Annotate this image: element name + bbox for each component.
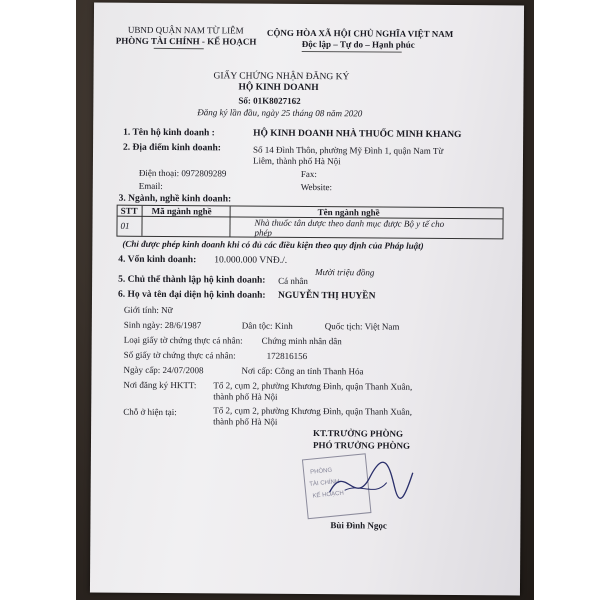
field-4-value: 10.000.000 VNĐ./.	[214, 255, 288, 266]
legal-note: (Chỉ được phép kinh doanh khi có đủ các điều kiện theo quy định của Pháp luật)	[122, 238, 424, 251]
header-right-line2: Độc lập – Tự do – Hạnh phúc	[301, 38, 415, 50]
field-1-value: HỘ KINH DOANH NHÀ THUỐC MINH KHANG	[253, 128, 462, 141]
field-2-value-line2: Liêm, thành phố Hà Nội	[252, 155, 341, 167]
id-type-value: Chứng minh nhân dân	[261, 335, 342, 347]
hktt-value-line1: Tổ 2, cụm 2, phường Khương Đình, quận Thanh Xuân,	[213, 380, 413, 392]
field-6-label: 6. Họ và tên đại diện hộ kinh doanh:	[117, 289, 266, 301]
table-cell-name-line1: Nhà thuốc tân dược theo danh mục được Bộ y tế cho	[254, 217, 445, 229]
field-4-words: Mười triệu đồng	[315, 267, 375, 278]
current-address-line2: thành phố Hà Nội	[213, 416, 278, 427]
header-right-line1: CỘNG HÒA XÃ HỘI CHỦ NGHĨA VIỆT NAM	[266, 27, 454, 40]
table-header-stt: STT	[120, 205, 138, 216]
white-margin-right	[534, 0, 600, 600]
header-left-underline	[154, 48, 204, 49]
title-line2: HỘ KINH DOANH	[238, 82, 319, 94]
certificate-number: Số: 01K8027162	[238, 95, 301, 106]
handwritten-signature	[325, 452, 415, 513]
header-left-line1: UBND QUẬN NAM TỪ LIÊM	[127, 24, 244, 36]
gender: Giới tính: Nữ	[123, 304, 173, 316]
id-number-value: 172816156	[266, 350, 308, 362]
signature-title-line1: KT.TRƯỞNG PHÒNG	[313, 428, 404, 439]
fax: Fax:	[300, 168, 317, 180]
white-margin-left	[0, 0, 76, 600]
field-5-value: Cá nhân	[278, 275, 308, 287]
header-right-underline	[302, 51, 402, 53]
hktt-label: Nơi đăng ký HKTT:	[123, 379, 197, 391]
field-2-label: 2. Địa điểm kinh doanh:	[123, 142, 222, 154]
ethnicity: Dân tộc: Kinh	[241, 320, 293, 331]
title-line1: GIẤY CHỨNG NHẬN ĐĂNG KÝ	[213, 71, 350, 83]
field-3-label: 3. Ngành, nghề kinh doanh:	[118, 193, 232, 205]
date-of-birth: Sinh ngày: 28/6/1987	[123, 319, 202, 331]
table-cell-name-line2: phép	[254, 227, 272, 238]
table-cell-stt: 01	[120, 220, 130, 231]
signature-title-line2: PHÓ TRƯỞNG PHÒNG	[312, 440, 411, 451]
issue-date: Ngày cấp: 24/07/2008	[123, 364, 204, 376]
registration-date: Đăng ký lần đầu, ngày 25 tháng 08 năm 2020	[197, 107, 363, 119]
signer-name: Bùi Đình Ngọc	[330, 520, 387, 531]
field-1-label: 1. Tên hộ kinh doanh :	[123, 127, 215, 139]
business-lines-table	[116, 205, 503, 240]
table-header-code: Mã ngành nghề	[151, 205, 212, 217]
field-5-label: 5. Chủ thể thành lập hộ kinh doanh:	[118, 274, 266, 286]
id-type-label: Loại giấy tờ chứng thực cá nhân:	[123, 334, 243, 346]
table-header-name: Tên ngành nghề	[317, 207, 380, 218]
id-number-label: Số giấy tờ chứng thực cá nhân:	[123, 349, 236, 361]
current-address-line1: Tổ 2, cụm 2, phường Khương Đình, quận Thanh Xuân,	[213, 405, 413, 417]
field-2-value-line1: Số 14 Đình Thôn, phường Mỹ Đình 1, quận Nam Từ	[253, 144, 444, 156]
header-left-line2: PHÒNG TÀI CHÍNH - KẾ HOẠCH	[115, 35, 257, 47]
nationality: Quốc tịch: Việt Nam	[324, 321, 400, 332]
issue-place: Nơi cấp: Công an tỉnh Thanh Hóa	[241, 365, 364, 377]
official-stamp: PHÒNG TÀI CHÍNH KẾ HOẠCH	[302, 453, 372, 519]
email: Email:	[138, 180, 163, 191]
hktt-value-line2: thành phố Hà Nội	[213, 391, 278, 402]
certificate-paper	[90, 3, 524, 596]
phone: Điện thoại: 0972809289	[138, 167, 227, 179]
field-6-value: NGUYỄN THỊ HUYỀN	[277, 290, 376, 302]
website: Website:	[300, 181, 333, 193]
field-4-label: 4. Vốn kinh doanh:	[118, 254, 197, 266]
current-address-label: Chỗ ở hiện tại:	[123, 406, 177, 418]
